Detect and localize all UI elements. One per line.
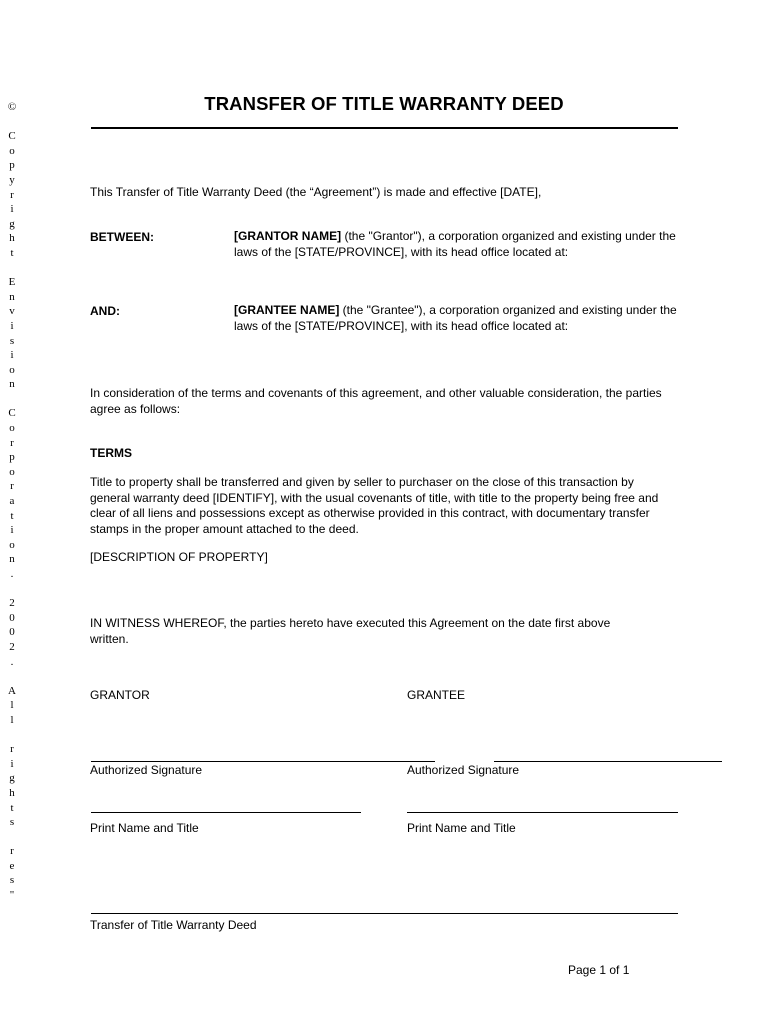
grantor-clause-text: (the "Grantor"), a corporation organized and existing under the laws of the [STATE/PROVINCE], with its head office located at:	[234, 229, 676, 259]
grantee-print-name-label: Print Name and Title	[407, 821, 516, 835]
grantee-authorized-signature-label: Authorized Signature	[407, 763, 520, 777]
grantor-label: GRANTOR	[90, 688, 150, 702]
property-description: [DESCRIPTION OF PROPERTY]	[90, 550, 268, 564]
consideration-paragraph: In consideration of the terms and covenants of this agreement, and other valuable consideration, the parties agree as follows:	[90, 386, 662, 416]
terms-heading: TERMS	[90, 446, 132, 460]
document-title: TRANSFER OF TITLE WARRANTY DEED	[204, 93, 564, 114]
grantee-clause-text: (the "Grantee"), a corporation organized and existing under the laws of the [STATE/PROVINCE], with its head office located at:	[234, 303, 677, 333]
footer-title: Transfer of Title Warranty Deed	[90, 918, 257, 932]
between-label: BETWEEN:	[90, 230, 154, 244]
footer-rule	[91, 913, 678, 914]
grantee-name: [GRANTEE NAME]	[234, 303, 340, 317]
and-label: AND:	[90, 304, 120, 318]
grantee-label: GRANTEE	[407, 688, 466, 702]
copyright-vertical-text: © C o p y r i g h t E n v i s i o n C o r p o r a t i o n . 2 0 0 2 . A l l r i g h t s r e s "	[7, 101, 17, 902]
grantee-clause	[234, 303, 682, 334]
grantor-print-name-label: Print Name and Title	[90, 821, 199, 835]
grantor-print-name-line	[91, 812, 361, 813]
grantee-signature-line	[494, 761, 722, 762]
title-rule	[91, 127, 678, 129]
grantee-print-name-line	[407, 812, 678, 813]
intro-paragraph: This Transfer of Title Warranty Deed (the “Agreement”) is made and effective [DATE],	[90, 185, 542, 199]
grantor-authorized-signature-label: Authorized Signature	[90, 763, 203, 777]
grantor-clause	[234, 229, 682, 260]
grantor-name: [GRANTOR NAME]	[234, 229, 342, 243]
grantor-signature-line	[91, 761, 435, 762]
terms-paragraph: Title to property shall be transferred and given by seller to purchaser on the close of this transaction by general warranty deed [IDENTIFY], with the usual covenants of title, with title to the property being free and clear of all liens and possessions except as otherwise provided in this contract, with documentary transfer stamps in the proper amount attached to the deed.	[90, 475, 659, 536]
witness-paragraph: IN WITNESS WHEREOF, the parties hereto have executed this Agreement on the date first above written.	[90, 616, 611, 646]
page-number: Page 1 of 1	[568, 963, 630, 977]
